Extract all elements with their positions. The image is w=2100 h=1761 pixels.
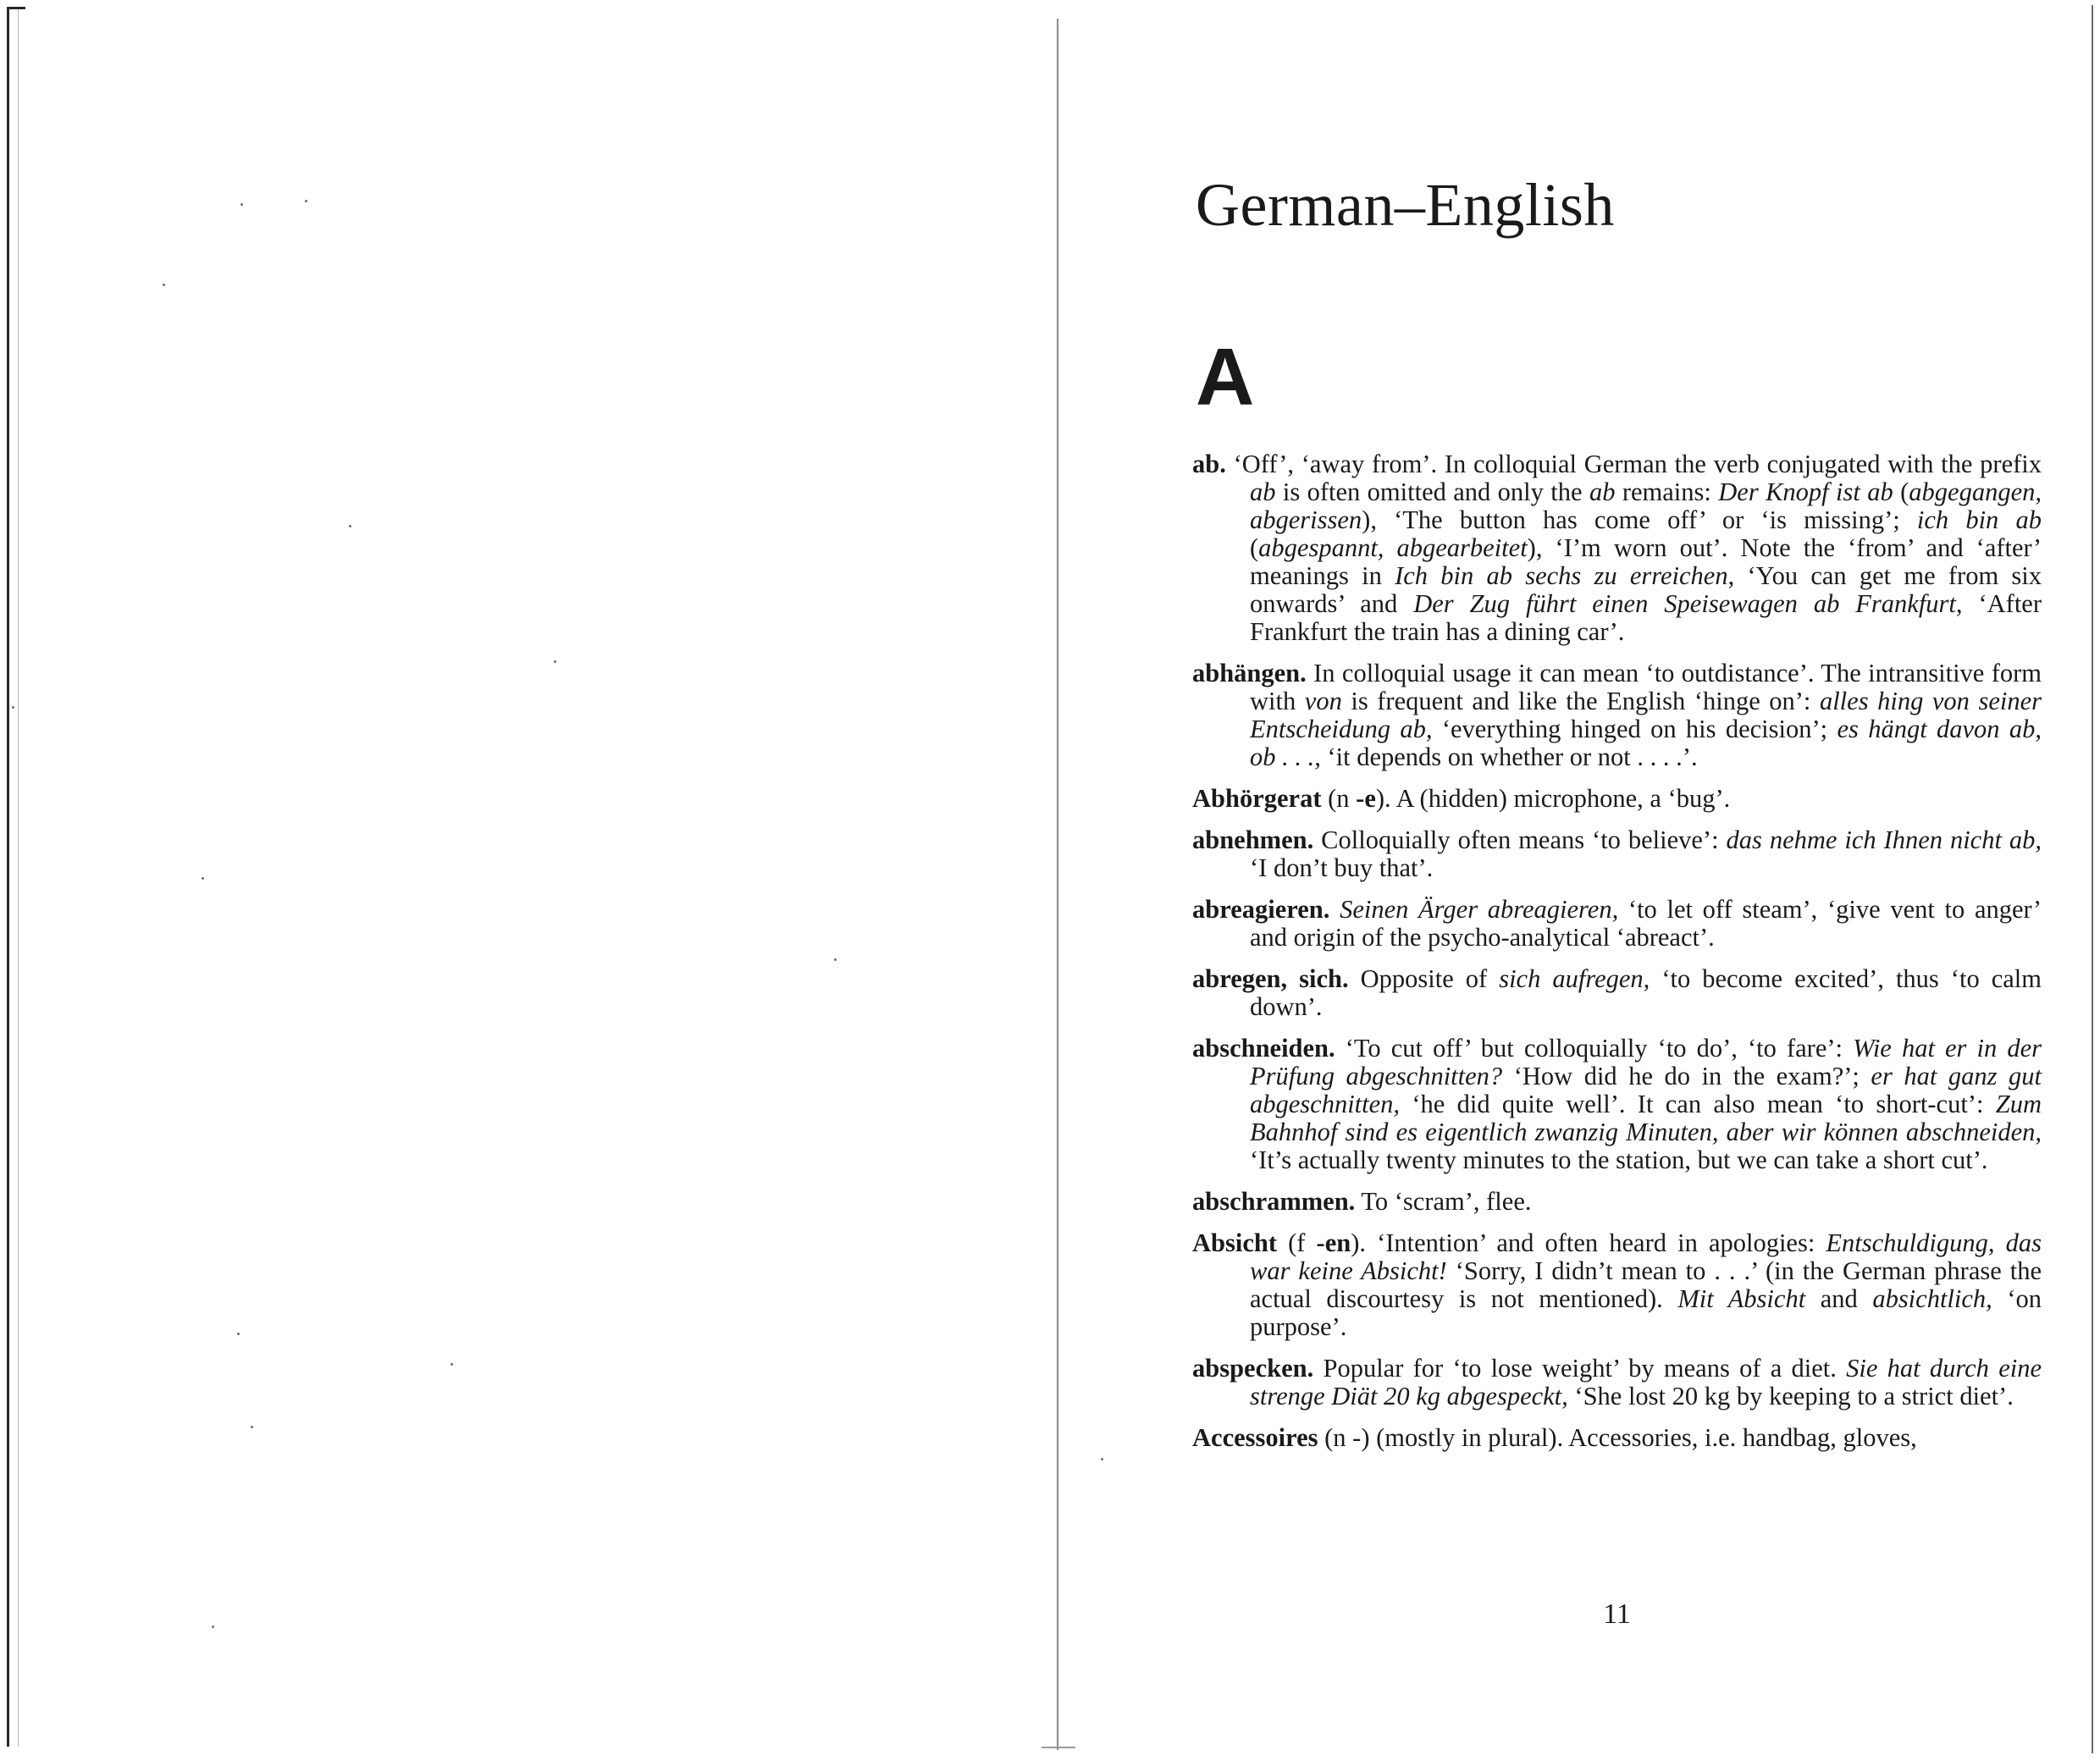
definition-text: ‘everything hinged on his decision’; bbox=[1432, 715, 1838, 743]
paper-speck bbox=[554, 660, 556, 663]
dictionary-entry bbox=[1192, 896, 2042, 952]
book-gutter-foot bbox=[1042, 1747, 1075, 1748]
dictionary-entry bbox=[1192, 785, 2042, 813]
paper-speck bbox=[450, 1363, 453, 1366]
right-page-edge bbox=[2092, 5, 2093, 1753]
definition-text: ‘Off’, ‘away from’. In colloquial German the verb conjugated with the prefix bbox=[1225, 450, 2042, 478]
dictionary-entries bbox=[1192, 450, 2042, 1466]
definition-text: ‘To cut off’ but colloquially ‘to do’, ‘to fare’: bbox=[1335, 1034, 1854, 1063]
definition-text: ), ‘The button has come off’ or ‘is missing’; bbox=[1362, 505, 1917, 534]
headword: abnehmen. bbox=[1192, 825, 1314, 854]
definition-text: Colloquially often means ‘to believe’: bbox=[1313, 825, 1727, 854]
left-page-edge bbox=[7, 7, 19, 1747]
example-text: Seinen Ärger abreagieren, bbox=[1340, 895, 1619, 924]
headword: abschrammen. bbox=[1192, 1187, 1356, 1216]
example-text: ab bbox=[1250, 478, 1276, 506]
paper-speck bbox=[305, 200, 307, 202]
paper-speck bbox=[834, 958, 837, 961]
definition-text: ). ‘Intention’ and often heard in apologies: bbox=[1351, 1228, 1826, 1257]
dictionary-entry bbox=[1192, 1188, 2042, 1216]
section-title: German–English bbox=[1196, 171, 1615, 239]
headword: abspecken. bbox=[1192, 1354, 1314, 1383]
definition-text: ‘How did he do in the exam?’; bbox=[1502, 1062, 1871, 1090]
definition-text: is frequent and like the English ‘hinge on’: bbox=[1341, 687, 1820, 715]
definition-text: ), ‘I’m worn out’. Note the ‘from’ and ‘after’ meanings in bbox=[1250, 533, 2042, 590]
grammar-marker: -e bbox=[1356, 784, 1376, 813]
definition-text: ‘it depends on whether or not . . . .’. bbox=[1320, 742, 1698, 771]
page-number: 11 bbox=[1603, 1598, 1631, 1630]
example-text: Wie hat er in der Prüfung abgeschnitten? bbox=[1250, 1034, 2042, 1090]
right-page bbox=[1192, 0, 2043, 1761]
headword: abschneiden. bbox=[1192, 1034, 1335, 1063]
example-text: von bbox=[1304, 687, 1342, 715]
definition-text: remains: bbox=[1615, 478, 1719, 506]
definition-text: ‘to become excited’, thus ‘to calm down’. bbox=[1250, 964, 2042, 1021]
dictionary-entry bbox=[1192, 660, 2042, 771]
example-text: das nehme ich Ihnen nicht ab, bbox=[1726, 825, 2042, 854]
paper-speck bbox=[212, 1626, 214, 1628]
letter-heading: A bbox=[1196, 332, 1255, 422]
paper-speck bbox=[349, 525, 351, 527]
example-text: absichtlich, bbox=[1872, 1284, 1992, 1313]
example-text: ich bin ab bbox=[1916, 505, 2042, 534]
definition-text: ‘I don’t buy that’. bbox=[1250, 853, 1434, 882]
example-text: Mit Absicht bbox=[1677, 1284, 1806, 1313]
headword: Absicht bbox=[1192, 1228, 1277, 1257]
headword: abhängen. bbox=[1192, 659, 1307, 687]
example-text: sich aufregen, bbox=[1499, 964, 1650, 993]
dictionary-entry bbox=[1192, 1424, 2042, 1452]
dictionary-entry bbox=[1192, 965, 2042, 1021]
definition-text: In colloquial usage it can mean ‘to outdistance’. The intransitive form with bbox=[1250, 659, 2042, 715]
example-text: Der Knopf ist ab bbox=[1718, 478, 1893, 506]
definition-text: ( bbox=[1250, 533, 1259, 562]
example-text: Zum Bahnhof sind es eigentlich zwanzig Minuten, aber wir können abschneiden, bbox=[1250, 1090, 2042, 1146]
book-gutter bbox=[1057, 19, 1058, 1750]
definition-text: , ‘You can get me from six onwards’ and bbox=[1250, 561, 2042, 618]
paper-speck bbox=[12, 706, 14, 709]
paper-speck bbox=[202, 877, 204, 880]
headword: abreagieren. bbox=[1192, 895, 1330, 924]
definition-text bbox=[1329, 895, 1340, 924]
example-text: Entschuldigung, das war keine Absicht! bbox=[1250, 1228, 2042, 1285]
paper-speck bbox=[163, 284, 165, 286]
definition-text: ( bbox=[1893, 478, 1909, 506]
example-text: Ich bin ab sechs zu erreichen bbox=[1395, 561, 1728, 590]
example-text: ab bbox=[1589, 478, 1616, 506]
definition-text: (n -) (mostly in plural). Accessories, i.e. handbag, gloves, bbox=[1318, 1423, 1917, 1452]
dictionary-entry bbox=[1192, 1035, 2042, 1174]
headword: Accessoires bbox=[1192, 1423, 1318, 1452]
definition-text: (f bbox=[1277, 1228, 1317, 1257]
definition-text: ‘Sorry, I didn’t mean to . . .’ (in the German phrase the actual discourtesy is not mentioned). bbox=[1250, 1256, 2042, 1313]
definition-text: Popular for ‘to lose weight’ by means of a diet. bbox=[1313, 1354, 1847, 1383]
example-text: alles hing von seiner Entscheidung ab, bbox=[1250, 687, 2042, 743]
dictionary-entry bbox=[1192, 1355, 2042, 1410]
definition-text: ‘he did quite well’. It can also mean ‘to short-cut’: bbox=[1400, 1090, 1996, 1118]
left-page-edge-cap bbox=[7, 7, 25, 9]
definition-text: To ‘scram’, flee. bbox=[1355, 1187, 1532, 1216]
headword: ab. bbox=[1192, 450, 1226, 478]
definition-text: ‘to let off steam’, ‘give vent to anger’ and origin of the psycho-analytical ‘abreact’. bbox=[1250, 895, 2042, 952]
definition-text: ‘After Frankfurt the train has a dining car’. bbox=[1250, 589, 2042, 646]
headword: abregen, sich. bbox=[1192, 964, 1349, 993]
definition-text: Opposite of bbox=[1348, 964, 1500, 993]
example-text: abgegangen, abgerissen bbox=[1250, 478, 2042, 534]
dictionary-entry bbox=[1192, 826, 2042, 882]
dictionary-entry bbox=[1192, 1229, 2042, 1341]
grammar-marker: -en bbox=[1316, 1228, 1351, 1257]
headword: Abhörgerat bbox=[1192, 784, 1322, 813]
paper-speck bbox=[240, 203, 243, 206]
example-text: Sie hat durch eine strenge Diät 20 kg abgespeckt, bbox=[1250, 1354, 2042, 1410]
example-text: es hängt davon ab, ob . . ., bbox=[1250, 715, 2042, 771]
paper-speck bbox=[1101, 1458, 1103, 1460]
definition-text: is often omitted and only the bbox=[1275, 478, 1589, 506]
definition-text: and bbox=[1805, 1284, 1873, 1313]
definition-text: ‘It’s actually twenty minutes to the station, but we can take a short cut’. bbox=[1250, 1145, 1988, 1174]
example-text: er hat ganz gut abgeschnitten, bbox=[1250, 1062, 2042, 1118]
paper-speck bbox=[251, 1426, 253, 1428]
definition-text: (n bbox=[1321, 784, 1357, 813]
definition-text: ‘on purpose’. bbox=[1250, 1284, 2042, 1341]
paper-speck bbox=[237, 1333, 240, 1335]
definition-text: ). A (hidden) microphone, a ‘bug’. bbox=[1375, 784, 1731, 813]
dictionary-entry bbox=[1192, 450, 2042, 646]
definition-text: ‘She lost 20 kg by keeping to a strict diet’. bbox=[1567, 1382, 2014, 1410]
example-text: Der Zug führt einen Speisewagen ab Frankfurt, bbox=[1413, 589, 1963, 618]
example-text: abgespannt, abgearbeitet bbox=[1258, 533, 1528, 562]
